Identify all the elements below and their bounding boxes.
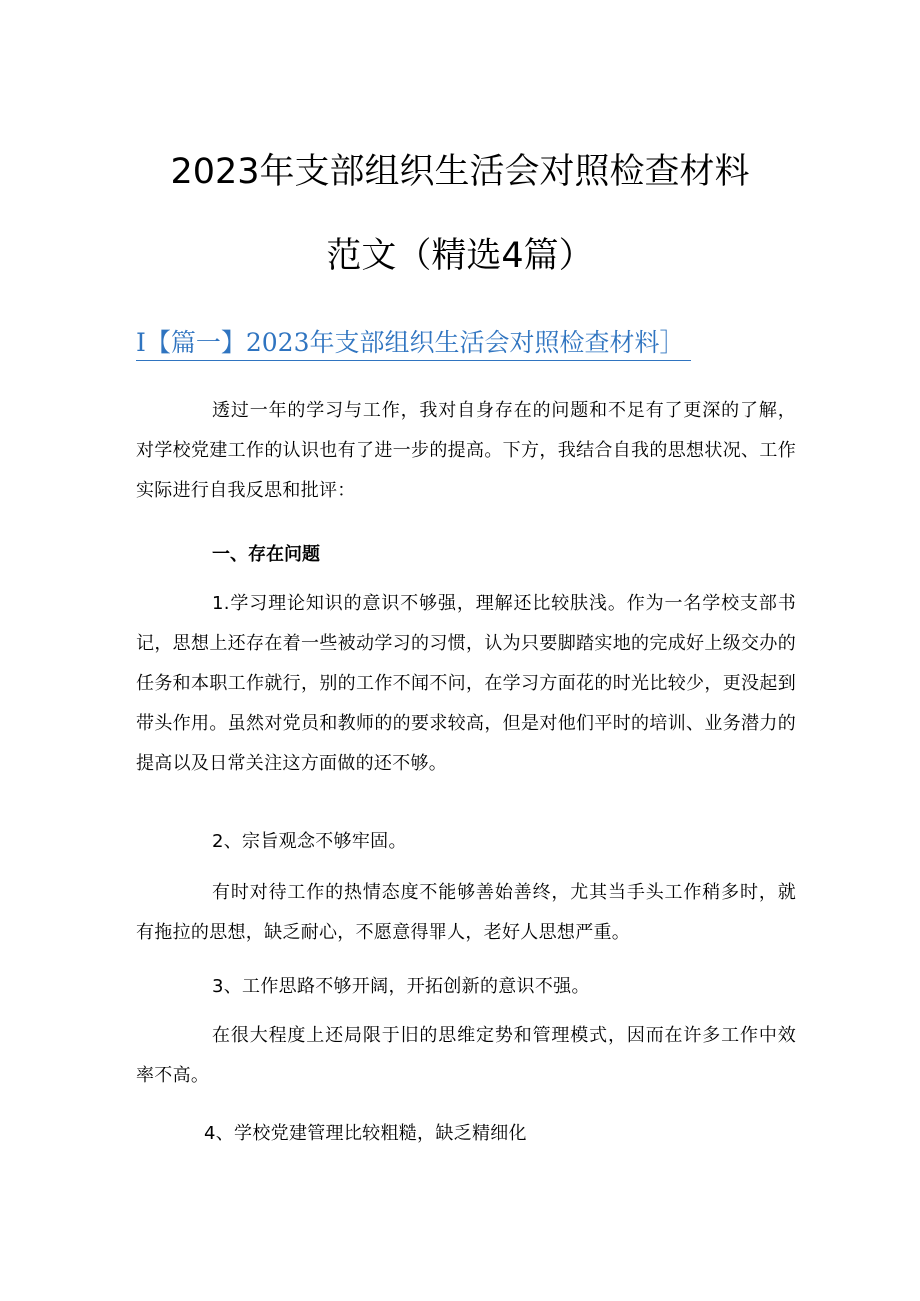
paragraph-point-2-body: [136, 873, 796, 953]
paragraph-text: 1.学习理论知识的意识不够强，理解还比较肤浅。作为一名学校支部书记，思想上还存在着一些被动学习的习惯，认为只要脚踏实地的完成好上级交办的任务和本职工作就行，别的工作不闻不问，在学习方面花的时光比较少，更没起到带头作用。虽然对党员和教师的的要求较高，但是对他们平时的培训、业务潜力的提高以及日常关注这方面做的还不够。: [136, 593, 796, 774]
paragraph-text: 透过一年的学习与工作，我对自身存在的问题和不足有了更深的了解，对学校党建工作的认识也有了进一步的提高。下方，我结合自我的思想状况、工作实际进行自我反思和批评：: [136, 400, 796, 501]
document-title-line-1: 2023年支部组织生活会对照检查材料: [170, 152, 750, 192]
paragraph-text: 3、工作思路不够开阔，开拓创新的意识不强。: [212, 976, 590, 997]
paragraph-point-3-heading: [136, 967, 796, 1007]
heading-text: 一、存在问题: [212, 544, 320, 565]
paragraph-text: 2、宗旨观念不够牢固。: [212, 831, 407, 852]
paragraph-point-3-body: [136, 1016, 796, 1096]
heading-problems: [136, 535, 796, 575]
paragraph-text: 在很大程度上还局限于旧的思维定势和管理模式，因而在许多工作中效率不高。: [136, 1025, 796, 1086]
document-title-line-2: 范文（精选4篇）: [326, 236, 594, 276]
paragraph-point-1: [136, 584, 796, 784]
paragraph-point-2-heading: [136, 822, 796, 862]
paragraph-text: 有时对待工作的热情态度不能够善始善终，尤其当手头工作稍多时，就有拖拉的思想，缺乏耐心，不愿意得罪人，老好人思想严重。: [136, 882, 796, 943]
paragraph-text: 4、学校党建管理比较粗糙，缺乏精细化: [204, 1123, 527, 1144]
paragraph-point-4-heading: [136, 1114, 796, 1154]
paragraph-intro: [136, 391, 796, 511]
section-heading-link[interactable]: I【篇一】2023年支部组织生活会对照检查材料］: [136, 326, 691, 361]
